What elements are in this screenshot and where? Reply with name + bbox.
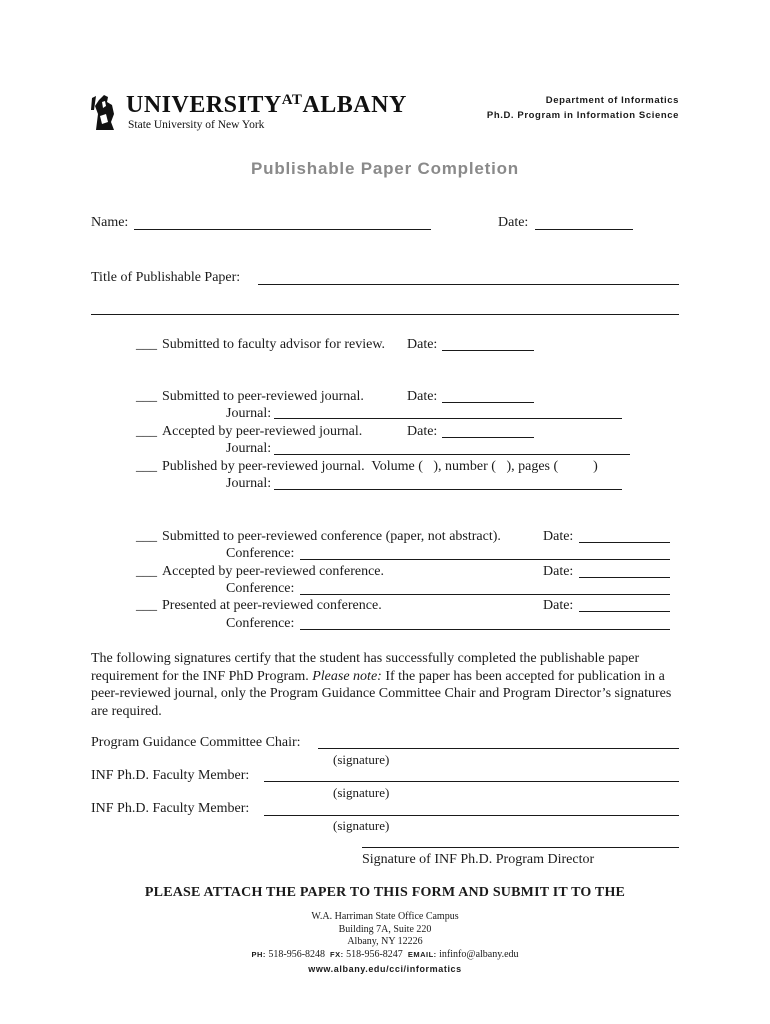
journal-accepted-journal-label: Journal: [226,441,272,456]
conf-presented-conference-field[interactable] [300,629,670,630]
phone-label: PH: [251,949,266,959]
certification-text-before: The following signatures certify that the student has successfully completed the publishable paper requirement for the INF PhD Program. [91,651,640,684]
journal-published-checkbox[interactable]: ___ [136,459,157,474]
conf-accepted-label: Accepted by peer-reviewed conference. [162,564,385,579]
contact-line [0,949,770,962]
journal-accepted-journal-field[interactable] [274,454,630,455]
name-label: Name: [91,215,129,230]
journal-accepted-date-label: Date: [407,424,438,439]
phone-value: 518-956-8248 [268,948,326,960]
journal-accepted-label: Accepted by peer-reviewed journal. [162,424,363,439]
department-name: Department of Informatics [545,95,679,106]
chair-signature-field[interactable] [318,748,679,749]
faculty2-signature-label: INF Ph.D. Faculty Member: [91,801,250,816]
program-name: Ph.D. Program in Information Science [486,110,679,121]
conf-presented-checkbox[interactable]: ___ [136,598,157,613]
journal-accepted-checkbox[interactable]: ___ [136,424,157,439]
journal-published-journal-field[interactable] [274,489,622,490]
conf-accepted-date-field[interactable] [579,577,670,578]
address-line-2: Building 7A, Suite 220 [338,923,432,935]
faculty2-signature-field[interactable] [264,815,679,816]
logo-at-text: AT [281,92,303,108]
journal-submitted-label: Submitted to peer-reviewed journal. [162,389,364,404]
faculty-review-date-label: Date: [407,337,438,352]
conf-presented-date-label: Date: [543,598,574,613]
conf-submitted-conference-label: Conference: [226,546,295,561]
paper-title-field[interactable] [258,284,679,285]
logo-university-text: UNIVERSITY [126,92,282,118]
certification-paragraph [91,650,681,720]
director-signature-label: Signature of INF Ph.D. Program Director [362,852,595,867]
conf-submitted-conference-field[interactable] [300,559,670,560]
website-link[interactable]: www.albany.edu/cci/informatics [308,964,462,974]
conf-submitted-date-field[interactable] [579,542,670,543]
conf-submitted-date-label: Date: [543,529,574,544]
paper-title-field-line2[interactable] [91,314,679,315]
submit-instruction: PLEASE ATTACH THE PAPER TO THIS FORM AND SUBMIT IT TO THE [144,885,626,900]
conf-presented-conference-label: Conference: [226,616,295,631]
conf-accepted-conference-field[interactable] [300,594,670,595]
address-line-3: Albany, NY 12226 [347,936,423,947]
paper-title-label: Title of Publishable Paper: [91,270,241,285]
address-line-1: W.A. Harriman State Office Campus [311,911,459,922]
faculty-review-date-field[interactable] [442,350,534,351]
conf-accepted-conference-label: Conference: [226,581,295,596]
conf-presented-date-field[interactable] [579,611,670,612]
logo-subtitle: State University of New York [128,119,265,131]
email-label: EMAIL: [407,949,437,959]
journal-submitted-checkbox[interactable]: ___ [136,389,157,404]
chair-signature-label: Program Guidance Committee Chair: [91,735,301,750]
journal-submitted-date-label: Date: [407,389,438,404]
journal-published-journal-label: Journal: [226,476,272,491]
page-title: Publishable Paper Completion [251,159,519,178]
conf-accepted-date-label: Date: [543,564,574,579]
date-field[interactable] [535,229,633,230]
conf-submitted-checkbox[interactable]: ___ [136,529,157,544]
logo-albany-text: ALBANY [302,92,407,118]
certification-note-label: Please note: [312,668,382,684]
faculty-review-checkbox[interactable]: ___ [136,337,157,352]
conf-accepted-checkbox[interactable]: ___ [136,564,157,579]
conf-presented-label: Presented at peer-reviewed conference. [162,598,382,613]
certification-text-after: If the paper has been accepted for publication in a peer-reviewed journal, only the Program Guidance Committee Chair and Program Director’s signatures are required. [91,668,672,719]
faculty1-signature-label: INF Ph.D. Faculty Member: [91,768,250,783]
faculty1-signature-field[interactable] [264,781,679,782]
journal-submitted-journal-field[interactable] [274,418,622,419]
email-link[interactable]: infinfo@albany.edu [439,948,519,960]
faculty-review-label: Submitted to faculty advisor for review. [162,337,386,352]
conf-submitted-label: Submitted to peer-reviewed conference (paper, not abstract). [162,529,501,544]
journal-submitted-date-field[interactable] [442,402,534,403]
date-label: Date: [498,215,529,230]
chair-signature-caption: (signature) [333,752,390,767]
journal-accepted-date-field[interactable] [442,437,534,438]
faculty2-signature-caption: (signature) [333,818,390,833]
faculty1-signature-caption: (signature) [333,785,390,800]
journal-published-label: Published by peer-reviewed journal. Volume ( ), number ( ), pages ( ) [162,459,598,474]
fax-label: FX: [330,949,344,959]
journal-submitted-journal-label: Journal: [226,406,272,421]
university-logo [90,92,410,134]
director-signature-field[interactable] [362,847,679,848]
minerva-seal-icon [90,92,120,132]
fax-value: 518-956-8247 [346,948,403,960]
name-field[interactable] [134,229,431,230]
